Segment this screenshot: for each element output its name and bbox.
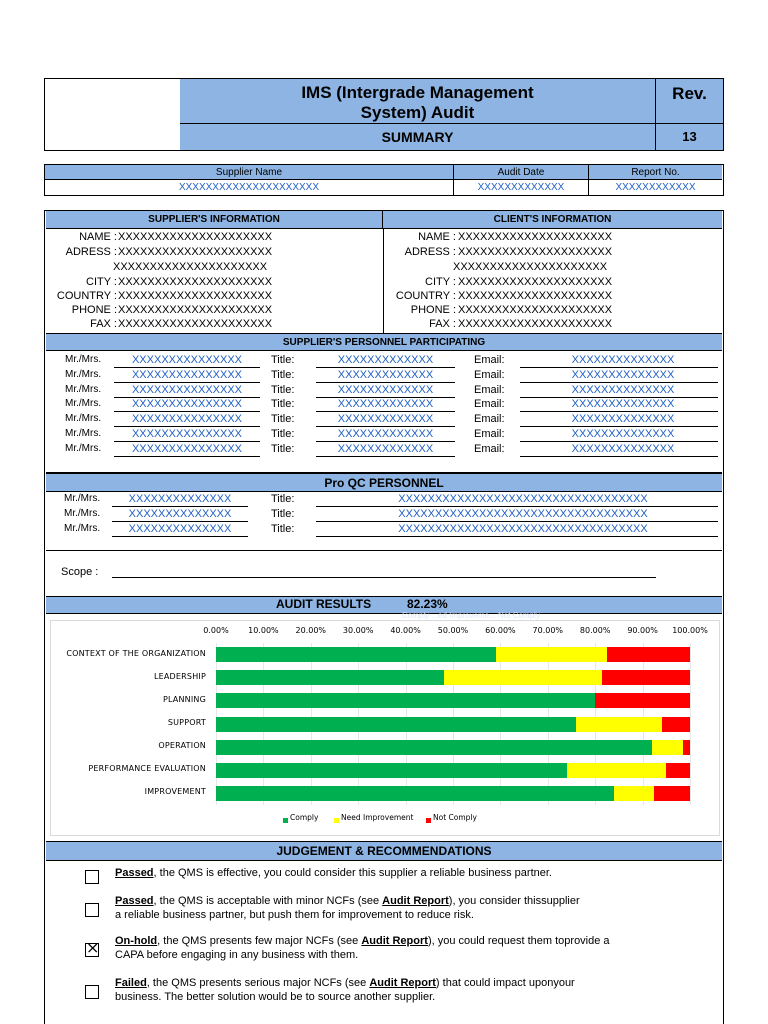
proqc-name-value[interactable]: XXXXXXXXXXXXXX: [128, 523, 232, 535]
proqc-name-label: Mr./Mrs.: [64, 523, 101, 534]
chart-legend-label: Comply: [290, 813, 319, 822]
personnel-title-label: Title:: [271, 398, 295, 411]
personnel-title-underline: [316, 430, 455, 442]
chart-category-label: PLANNING: [162, 694, 206, 704]
personnel-email-label: Email:: [474, 398, 505, 411]
judgement-keyword: Passed: [115, 895, 154, 907]
chart-legend-swatch: [334, 818, 339, 823]
personnel-name-value[interactable]: XXXXXXXXXXXXXXX: [131, 383, 243, 396]
personnel-title-underline: [316, 415, 455, 427]
personnel-title-label: Title:: [271, 354, 295, 366]
supplier-personnel-heading: SUPPLIER'S PERSONNEL PARTICIPATING: [46, 333, 722, 351]
chart-category-label: IMPROVEMENT: [144, 787, 206, 797]
personnel-name-underline: [114, 400, 260, 412]
supplier_info-label: PHONE :: [71, 304, 117, 316]
supplier_info-label: COUNTRY :: [56, 290, 117, 302]
chart-bar-comply: [216, 693, 595, 708]
chart-legend-swatch: [283, 818, 288, 823]
proqc-personnel-heading: Pro QC PERSONNEL: [46, 474, 722, 492]
summary-label: SUMMARY: [381, 129, 454, 145]
client_info-label: NAME :: [418, 231, 456, 243]
personnel-email-underline: [520, 415, 718, 427]
chart-bar-not-comply: [602, 670, 690, 685]
personnel-email-value[interactable]: XXXXXXXXXXXXXX: [571, 398, 675, 411]
scope-top-rule: [46, 550, 722, 551]
judgement-option-text: [115, 934, 610, 948]
chart-bar-comply: [216, 717, 576, 732]
judgement-checkbox[interactable]: [85, 940, 100, 957]
judgement-text-part: , the QMS presents serious major NCFs (see: [146, 977, 370, 989]
proqc-name-underline: [112, 495, 248, 507]
personnel-title-value[interactable]: XXXXXXXXXXXXX: [337, 428, 434, 440]
rev-label: Rev.: [672, 84, 707, 103]
proqc-title-label: Title:: [271, 493, 295, 505]
judgement-text-part: ), you consider thissupplier: [448, 895, 580, 907]
personnel-name-label: Mr./Mrs.: [65, 428, 102, 439]
judgement-text-part: ), you could request them toprovide a: [427, 935, 610, 947]
personnel-email-value[interactable]: XXXXXXXXXXXXXX: [571, 428, 675, 440]
logo-placeholder: [45, 79, 181, 150]
personnel-title-value[interactable]: XXXXXXXXXXXXX: [337, 398, 434, 411]
personnel-email-value[interactable]: XXXXXXXXXXXXXX: [571, 413, 675, 426]
personnel-name-label: Mr./Mrs.: [65, 413, 102, 425]
supplier_info-value[interactable]: XXXXXXXXXXXXXXXXXXXXX: [118, 318, 273, 330]
personnel-title-underline: [316, 442, 455, 457]
rev-label-box: [656, 79, 723, 124]
header-block: [44, 78, 724, 151]
supplier_info-value[interactable]: XXXXXXXXXXXXXXXXXXXXX: [113, 261, 268, 273]
chart-bar-not-comply: [654, 786, 690, 801]
audit-report-link[interactable]: Audit Report: [361, 935, 428, 947]
judgement-keyword: Failed: [115, 977, 147, 989]
chart-bar-comply: [216, 647, 496, 662]
judgement-checkbox[interactable]: [85, 903, 99, 917]
personnel-name-value[interactable]: XXXXXXXXXXXXXXX: [131, 442, 243, 455]
client_info-label: COUNTRY :: [395, 290, 456, 302]
audit-report-link[interactable]: Audit Report: [382, 895, 449, 907]
personnel-name-value[interactable]: XXXXXXXXXXXXXXX: [131, 368, 243, 381]
personnel-email-underline: [520, 356, 718, 368]
chart-category-label: CONTEXT OF THE ORGANIZATION: [66, 648, 206, 658]
personnel-title-value[interactable]: XXXXXXXXXXXXX: [337, 354, 434, 366]
audit-date-value[interactable]: XXXXXXXXXXXXX: [454, 180, 589, 195]
client_info-value[interactable]: XXXXXXXXXXXXXXXXXXXXX: [453, 261, 608, 273]
personnel-title-underline: [316, 356, 455, 368]
judgement-text-part: ) that could impact uponyour: [435, 977, 575, 989]
client_info-value[interactable]: XXXXXXXXXXXXXXXXXXXXX: [458, 231, 613, 243]
summary-box: [180, 124, 656, 150]
chart-legend-swatch: [426, 818, 431, 823]
chart-bar-need-improvement: [576, 717, 661, 732]
personnel-name-label: Mr./Mrs.: [65, 442, 102, 454]
personnel-title-value[interactable]: XXXXXXXXXXXXX: [337, 442, 434, 455]
judgement-option-text-line2: CAPA before engaging in any business with them.: [115, 949, 359, 961]
judgement-text-part: , the QMS presents few major NCFs (see: [157, 935, 362, 947]
chart-bar-need-improvement: [444, 670, 603, 685]
judgement-text-part: , the QMS is acceptable with minor NCFs (see: [153, 895, 383, 907]
client_info-label: PHONE :: [410, 304, 456, 316]
personnel-email-value[interactable]: XXXXXXXXXXXXXX: [571, 442, 675, 455]
personnel-name-label: Mr./Mrs.: [65, 398, 102, 410]
personnel-email-label: Email:: [474, 368, 505, 381]
supplier_info-label: NAME :: [79, 231, 117, 243]
chart-bar-need-improvement: [614, 786, 654, 801]
chart-x-tick-label: 10.00%: [248, 626, 279, 635]
chart-legend-label: Not Comply: [433, 813, 477, 822]
personnel-email-label: Email:: [474, 354, 505, 366]
supplier-name-header: Supplier Name: [45, 165, 454, 180]
chart-plot-area: [216, 643, 690, 805]
client_info-label: ADRESS :: [404, 246, 456, 258]
personnel-name-underline: [114, 368, 260, 383]
personnel-email-label: Email:: [474, 413, 505, 426]
personnel-email-label: Email:: [474, 442, 505, 455]
chart-bar-not-comply: [662, 717, 690, 732]
chart-bar-comply: [216, 740, 652, 755]
proqc-title-value[interactable]: XXXXXXXXXXXXXXXXXXXXXXXXXXXXXXXXXX: [398, 523, 648, 535]
chart-x-tick-label: 70.00%: [532, 626, 564, 635]
proqc-name-underline: [112, 510, 248, 522]
checked-x-icon: ⨯: [86, 940, 100, 957]
chart-x-tick-label: 50.00%: [437, 626, 469, 635]
chart-bar-not-comply: [683, 740, 690, 755]
chart-bar-comply: [216, 763, 567, 778]
client_info-value[interactable]: XXXXXXXXXXXXXXXXXXXXX: [458, 318, 613, 330]
chart-category-label: PERFORMANCE EVALUATION: [88, 764, 206, 774]
report-no-value[interactable]: XXXXXXXXXXXX: [615, 182, 696, 193]
chart-bar-need-improvement: [652, 740, 683, 755]
chart-bar-not-comply: [595, 693, 690, 708]
proqc-title-underline: [316, 510, 718, 522]
proqc-name-value[interactable]: XXXXXXXXXXXXXX: [128, 508, 232, 520]
chart-bar-comply: [216, 670, 444, 685]
personnel-email-value[interactable]: XXXXXXXXXXXXXX: [571, 383, 675, 396]
client_info-value[interactable]: XXXXXXXXXXXXXXXXXXXXX: [458, 276, 613, 288]
personnel-name-label: Mr./Mrs.: [65, 383, 102, 395]
personnel-email-value[interactable]: XXXXXXXXXXXXXX: [571, 368, 675, 381]
audit-date-header: Audit Date: [454, 165, 589, 180]
scope-input-line[interactable]: [112, 566, 656, 578]
personnel-title-underline: [316, 400, 455, 412]
client-info-heading: CLIENT'S INFORMATION: [383, 211, 722, 229]
personnel-name-underline: [114, 430, 260, 442]
chart-category-label: LEADERSHIP: [153, 671, 206, 681]
supplier_info-label: FAX :: [90, 318, 117, 330]
chart-bar-need-improvement: [496, 647, 607, 662]
document-title-line1: IMS (Intergrade Management: [301, 83, 534, 102]
personnel-name-underline: [114, 415, 260, 427]
proqc-name-underline: [112, 525, 248, 537]
judgement-keyword: Passed: [115, 867, 154, 879]
proqc-name-value[interactable]: XXXXXXXXXXXXXX: [128, 493, 232, 505]
chart-x-tick-label: 80.00%: [579, 626, 611, 635]
personnel-email-underline: [520, 430, 718, 442]
client_info-value[interactable]: XXXXXXXXXXXXXXXXXXXXX: [458, 290, 613, 302]
supplier-name-value[interactable]: XXXXXXXXXXXXXXXXXXXXX: [45, 180, 454, 195]
judgement-option-text: [115, 866, 552, 880]
supplier_info-value[interactable]: XXXXXXXXXXXXXXXXXXXXX: [118, 276, 273, 288]
audit-chart: [50, 620, 720, 836]
judgement-text-part: , the QMS is effective, you could consider this supplier a reliable business partner.: [153, 867, 552, 879]
supplier_info-value[interactable]: XXXXXXXXXXXXXXXXXXXXX: [118, 304, 273, 316]
audit-results-heading: AUDIT RESULTS: [276, 597, 372, 611]
report-info-table: [44, 164, 724, 196]
rev-value-box: [656, 124, 723, 150]
chart-x-tick-label: 20.00%: [295, 626, 327, 635]
supplier-info-heading: SUPPLIER'S INFORMATION: [46, 211, 383, 229]
personnel-name-label: Mr./Mrs.: [65, 368, 102, 380]
audit-results-bar: [46, 596, 722, 614]
document-title-line2: System) Audit: [360, 103, 475, 122]
chart-category-label: OPERATION: [158, 741, 206, 751]
judgement-option-text-line2: business. The better solution would be to source another supplier.: [115, 991, 436, 1003]
personnel-title-underline: [316, 368, 455, 383]
personnel-name-value[interactable]: XXXXXXXXXXXXXXX: [131, 413, 243, 426]
client_info-label: CITY :: [425, 276, 456, 288]
audit-report-link[interactable]: Audit Report: [369, 977, 436, 989]
personnel-title-value[interactable]: XXXXXXXXXXXXX: [337, 383, 434, 396]
chart-x-tick-label: 100.00%: [672, 626, 708, 635]
personnel-name-value[interactable]: XXXXXXXXXXXXXXX: [131, 428, 243, 440]
personnel-email-underline: [520, 386, 718, 398]
personnel-email-underline: [520, 445, 718, 457]
judgement-checkbox[interactable]: [85, 985, 99, 999]
client_info-label: FAX :: [429, 318, 456, 330]
judgement-keyword: On-hold: [115, 935, 158, 947]
scope-label: Scope :: [61, 566, 99, 578]
chart-bar-not-comply: [666, 763, 690, 778]
chart-legend-label: Need Improvement: [341, 813, 414, 822]
judgement-option-text: [115, 894, 580, 908]
proqc-title-value[interactable]: XXXXXXXXXXXXXXXXXXXXXXXXXXXXXXXXXX: [398, 508, 648, 520]
personnel-title-label: Title:: [271, 413, 295, 426]
personnel-name-value[interactable]: XXXXXXXXXXXXXXX: [131, 354, 243, 366]
chart-gridline: [690, 643, 691, 805]
proqc-name-label: Mr./Mrs.: [64, 508, 101, 519]
chart-x-tick-label: 60.00%: [485, 626, 516, 635]
proqc-title-underline: [316, 525, 718, 537]
proqc-title-value[interactable]: XXXXXXXXXXXXXXXXXXXXXXXXXXXXXXXXXX: [398, 493, 648, 505]
supplier_info-label: CITY :: [86, 276, 117, 288]
supplier_info-value[interactable]: XXXXXXXXXXXXXXXXXXXXX: [118, 246, 273, 258]
supplier_info-label: ADRESS :: [65, 246, 117, 258]
personnel-email-value[interactable]: XXXXXXXXXXXXXX: [571, 354, 675, 366]
audit-results-score: 82.23%: [407, 597, 448, 611]
judgement-option-text-line2: a reliable business partner, but push them for improvement to reduce risk.: [115, 909, 474, 921]
personnel-title-label: Title:: [271, 383, 295, 396]
personnel-name-value[interactable]: XXXXXXXXXXXXXXX: [131, 398, 243, 411]
chart-x-tick-label: 0.00%: [203, 626, 229, 635]
personnel-title-value[interactable]: XXXXXXXXXXXXX: [337, 368, 434, 381]
client_info-value[interactable]: XXXXXXXXXXXXXXXXXXXXX: [458, 304, 613, 316]
proqc-name-label: Mr./Mrs.: [64, 493, 101, 504]
proqc-title-label: Title:: [271, 523, 295, 535]
chart-x-tick-label: 90.00%: [627, 626, 658, 635]
proqc-title-underline: [316, 495, 718, 507]
chart-category-label: SUPPORT: [167, 718, 206, 727]
proqc-title-label: Title:: [271, 508, 295, 520]
rev-value: 13: [682, 129, 697, 144]
personnel-email-label: Email:: [474, 428, 505, 440]
personnel-name-underline: [114, 383, 260, 398]
chart-bar-not-comply: [607, 647, 690, 662]
client_info-value[interactable]: XXXXXXXXXXXXXXXXXXXXX: [458, 246, 613, 258]
personnel-title-label: Title:: [271, 368, 295, 381]
supplier_info-value[interactable]: XXXXXXXXXXXXXXXXXXXXX: [118, 231, 273, 243]
faint-legend-text: Comply ...ed Improveme... Not Comply: [402, 611, 540, 620]
judgement-heading: JUDGEMENT & RECOMMENDATIONS: [46, 841, 722, 861]
personnel-name-label: Mr./Mrs.: [65, 354, 102, 365]
personnel-name-underline: [114, 356, 260, 368]
judgement-checkbox[interactable]: [85, 870, 99, 884]
chart-bar-need-improvement: [567, 763, 667, 778]
personnel-email-underline: [520, 400, 718, 412]
report-no-header: Report No.: [589, 165, 722, 180]
supplier_info-value[interactable]: XXXXXXXXXXXXXXXXXXXXX: [118, 290, 273, 302]
title-box: [180, 79, 656, 124]
personnel-title-label: Title:: [271, 428, 295, 440]
personnel-email-underline: [520, 371, 718, 383]
personnel-title-value[interactable]: XXXXXXXXXXXXX: [337, 413, 434, 426]
chart-x-tick-label: 40.00%: [390, 626, 421, 635]
personnel-name-underline: [114, 442, 260, 457]
personnel-title-underline: [316, 383, 455, 398]
judgement-option-text: [115, 976, 575, 990]
personnel-email-label: Email:: [474, 383, 505, 396]
chart-bar-comply: [216, 786, 614, 801]
chart-x-tick-label: 30.00%: [342, 626, 374, 635]
personnel-title-label: Title:: [271, 442, 295, 455]
